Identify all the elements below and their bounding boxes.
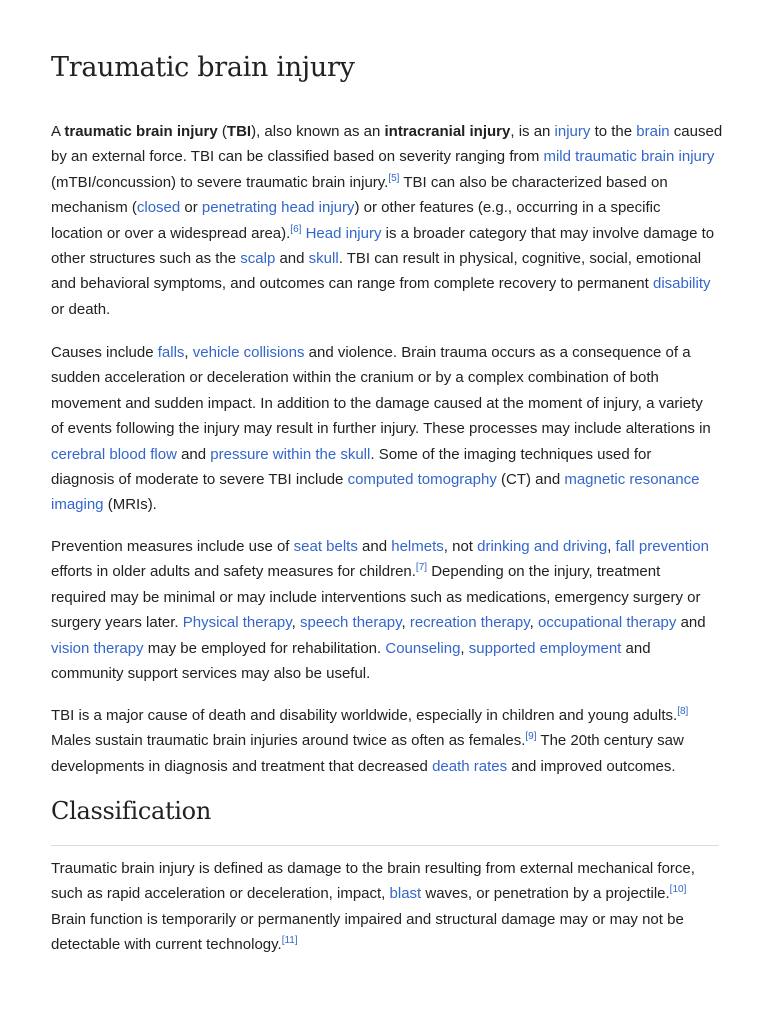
wiki-link[interactable]: recreation therapy: [409, 614, 530, 632]
text-run: TBI is a major cause of death and disability worldwide, especially in children and young adults.: [51, 707, 678, 724]
citation-link[interactable]: [5]: [388, 172, 400, 184]
text-run: is a broader category that may involve damage to: [381, 224, 715, 242]
text-run: by an external force. TBI can be classified based on severity ranging from: [51, 148, 544, 166]
text-line: [51, 907, 719, 932]
text-run: required may be minimal or may include interventions such as medications, emergency surgery or: [51, 588, 701, 606]
text-run: efforts in older adults and safety measures for children.: [51, 563, 416, 581]
citation: [416, 562, 427, 573]
text-run: detectable with current technology.: [51, 936, 282, 954]
wiki-link[interactable]: cerebral blood flow: [51, 445, 177, 463]
section-heading-classification: Classification: [51, 797, 211, 825]
text-run: (mTBI/concussion) to severe traumatic brain injury.: [51, 173, 389, 191]
text-run: Depending on the injury, treatment: [427, 563, 661, 581]
text-run: diagnosis of moderate to severe TBI include: [51, 470, 348, 488]
wiki-link[interactable]: Head injury: [305, 224, 382, 242]
paragraph-classification: [51, 856, 719, 958]
bold-term: TBI: [226, 123, 252, 140]
text-run: and violence. Brain trauma occurs as a consequence of a: [304, 344, 691, 361]
text-run: ,: [401, 614, 410, 632]
text-line: [51, 728, 719, 753]
citation: [525, 731, 536, 742]
wiki-link[interactable]: skull: [308, 249, 339, 267]
wiki-link[interactable]: occupational therapy: [537, 614, 677, 632]
text-run: Brain function is temporarily or permanently impaired and structural damage may or may not be: [51, 910, 684, 928]
text-run: ,: [529, 614, 538, 632]
citation-link[interactable]: [9]: [525, 731, 537, 743]
text-line: [51, 246, 719, 271]
text-line: [51, 559, 719, 584]
wiki-link[interactable]: disability: [652, 275, 711, 293]
page-title: Traumatic brain injury: [51, 52, 355, 83]
wiki-link[interactable]: magnetic resonance: [564, 470, 700, 488]
text-run: movement and sudden impact. In addition to the damage caused at the moment of injury, a variety: [51, 394, 703, 412]
text-run: Prevention measures include use of: [51, 538, 294, 555]
wiki-link[interactable]: injury: [554, 123, 591, 140]
text-run: to the: [590, 123, 637, 140]
text-run: (CT) and: [496, 470, 565, 488]
text-run: mechanism (: [51, 199, 137, 217]
paragraph-prevention: [51, 534, 719, 686]
text-run: (: [217, 123, 227, 140]
text-run: or: [180, 199, 202, 217]
text-line: [51, 881, 719, 906]
text-run: and: [357, 538, 392, 555]
wiki-link[interactable]: fall prevention: [615, 538, 709, 555]
text-run: may be employed for rehabilitation.: [143, 639, 386, 657]
text-line: [51, 195, 719, 220]
bold-term: intracranial injury: [384, 123, 511, 140]
citation-link[interactable]: [7]: [415, 562, 428, 574]
text-line: [51, 340, 719, 365]
text-run: Males sustain traumatic brain injuries around twice as often as females.: [51, 732, 526, 750]
text-line: [51, 932, 719, 957]
text-line: [51, 754, 719, 779]
text-run: and behavioral symptoms, and outcomes can range from complete recovery to permanent: [51, 275, 653, 293]
text-run: , not: [443, 538, 478, 555]
text-run: , is an: [510, 123, 555, 140]
text-line: [51, 534, 719, 559]
citation-link[interactable]: [11]: [281, 935, 298, 947]
text-run: A: [51, 123, 65, 140]
citation: [388, 173, 399, 184]
text-line: [51, 119, 723, 144]
wiki-link[interactable]: vehicle collisions: [192, 344, 305, 361]
text-run: such as rapid acceleration or deceleration, impact,: [51, 885, 390, 903]
text-run: or death.: [51, 300, 111, 318]
text-line: [51, 856, 719, 881]
paragraph-causes: [51, 340, 719, 518]
text-run: Traumatic brain injury is defined as damage to the brain resulting from external mechanical force,: [51, 860, 695, 877]
wiki-link[interactable]: seat belts: [293, 538, 358, 555]
text-run: The 20th century saw: [536, 732, 684, 750]
text-run: . Some of the imaging techniques used for: [370, 445, 652, 463]
wiki-link[interactable]: imaging: [51, 496, 104, 514]
text-run: sudden acceleration or deceleration within the cranium or by a complex combination of both: [51, 369, 659, 387]
text-run: other structures such as the: [51, 249, 241, 267]
text-line: [51, 585, 719, 610]
text-run: developments in diagnosis and treatment that decreased: [51, 757, 433, 775]
wiki-link[interactable]: blast: [389, 885, 422, 903]
text-run: ) or other features (e.g., occurring in a specific: [354, 199, 661, 217]
wiki-link[interactable]: falls: [157, 344, 185, 361]
text-line: [51, 636, 719, 661]
text-line: [51, 365, 719, 390]
text-run: ,: [607, 538, 616, 555]
wiki-link[interactable]: death rates: [432, 757, 508, 775]
text-run: ,: [291, 614, 301, 632]
text-line: [51, 610, 719, 635]
citation-link[interactable]: [6]: [290, 223, 302, 235]
text-line: [51, 297, 719, 322]
text-run: and: [676, 614, 706, 632]
wiki-link[interactable]: pressure within the skull: [210, 445, 371, 463]
text-line: [51, 416, 719, 441]
paragraph-intro: [51, 119, 723, 322]
text-run: ,: [460, 639, 469, 657]
citation: [282, 935, 298, 946]
text-run: surgery years later.: [51, 614, 183, 632]
wiki-link[interactable]: Physical therapy: [182, 614, 292, 632]
citation: [677, 706, 688, 717]
text-line: [51, 271, 719, 296]
wiki-link[interactable]: helmets: [391, 538, 444, 555]
wiki-link[interactable]: vision therapy: [51, 639, 144, 657]
text-run: caused: [669, 123, 723, 140]
text-run: community support services may also be useful.: [51, 664, 371, 682]
text-line: [51, 703, 719, 728]
text-line: [51, 170, 719, 195]
wiki-link[interactable]: closed: [136, 199, 181, 217]
text-line: [51, 661, 719, 686]
wiki-link[interactable]: Counseling: [385, 639, 461, 657]
wiki-link[interactable]: speech therapy: [300, 614, 402, 632]
text-run: waves, or penetration by a projectile.: [421, 885, 670, 903]
wiki-link[interactable]: penetrating head injury: [201, 199, 355, 217]
citation-link[interactable]: [8]: [677, 706, 689, 717]
text-run: ), also known as an: [251, 123, 385, 140]
text-run: ,: [184, 344, 193, 361]
text-line: [51, 391, 719, 416]
wiki-link[interactable]: computed tomography: [347, 470, 497, 488]
text-run: and: [275, 249, 309, 267]
wiki-link[interactable]: brain: [636, 123, 670, 140]
text-run: location or over a widespread area).: [51, 224, 291, 242]
wiki-link[interactable]: scalp: [240, 249, 276, 267]
citation-link[interactable]: [10]: [669, 884, 687, 896]
text-line: [51, 492, 719, 517]
wiki-link[interactable]: mild traumatic brain injury: [543, 148, 715, 166]
text-run: and improved outcomes.: [507, 757, 676, 775]
text-run: (MRIs).: [103, 496, 157, 514]
text-run: TBI can also be characterized based on: [399, 173, 668, 191]
section-divider: [51, 845, 719, 846]
wiki-link[interactable]: supported employment: [468, 639, 622, 657]
text-run: and: [176, 445, 211, 463]
citation: [670, 884, 687, 895]
bold-term: traumatic brain injury: [64, 123, 218, 140]
text-line: [51, 442, 719, 467]
paragraph-epidemiology: [51, 703, 719, 779]
citation: [290, 224, 301, 235]
text-run: . TBI can result in physical, cognitive, social, emotional: [338, 249, 702, 267]
text-run: Causes include: [51, 344, 158, 361]
text-run: of events following the injury may result in further injury. These processes may include alterations in: [51, 420, 711, 438]
text-run: and: [621, 639, 651, 657]
wiki-link[interactable]: drinking and driving: [477, 538, 608, 555]
text-line: [51, 144, 719, 169]
text-line: [51, 467, 719, 492]
text-line: [51, 221, 719, 246]
